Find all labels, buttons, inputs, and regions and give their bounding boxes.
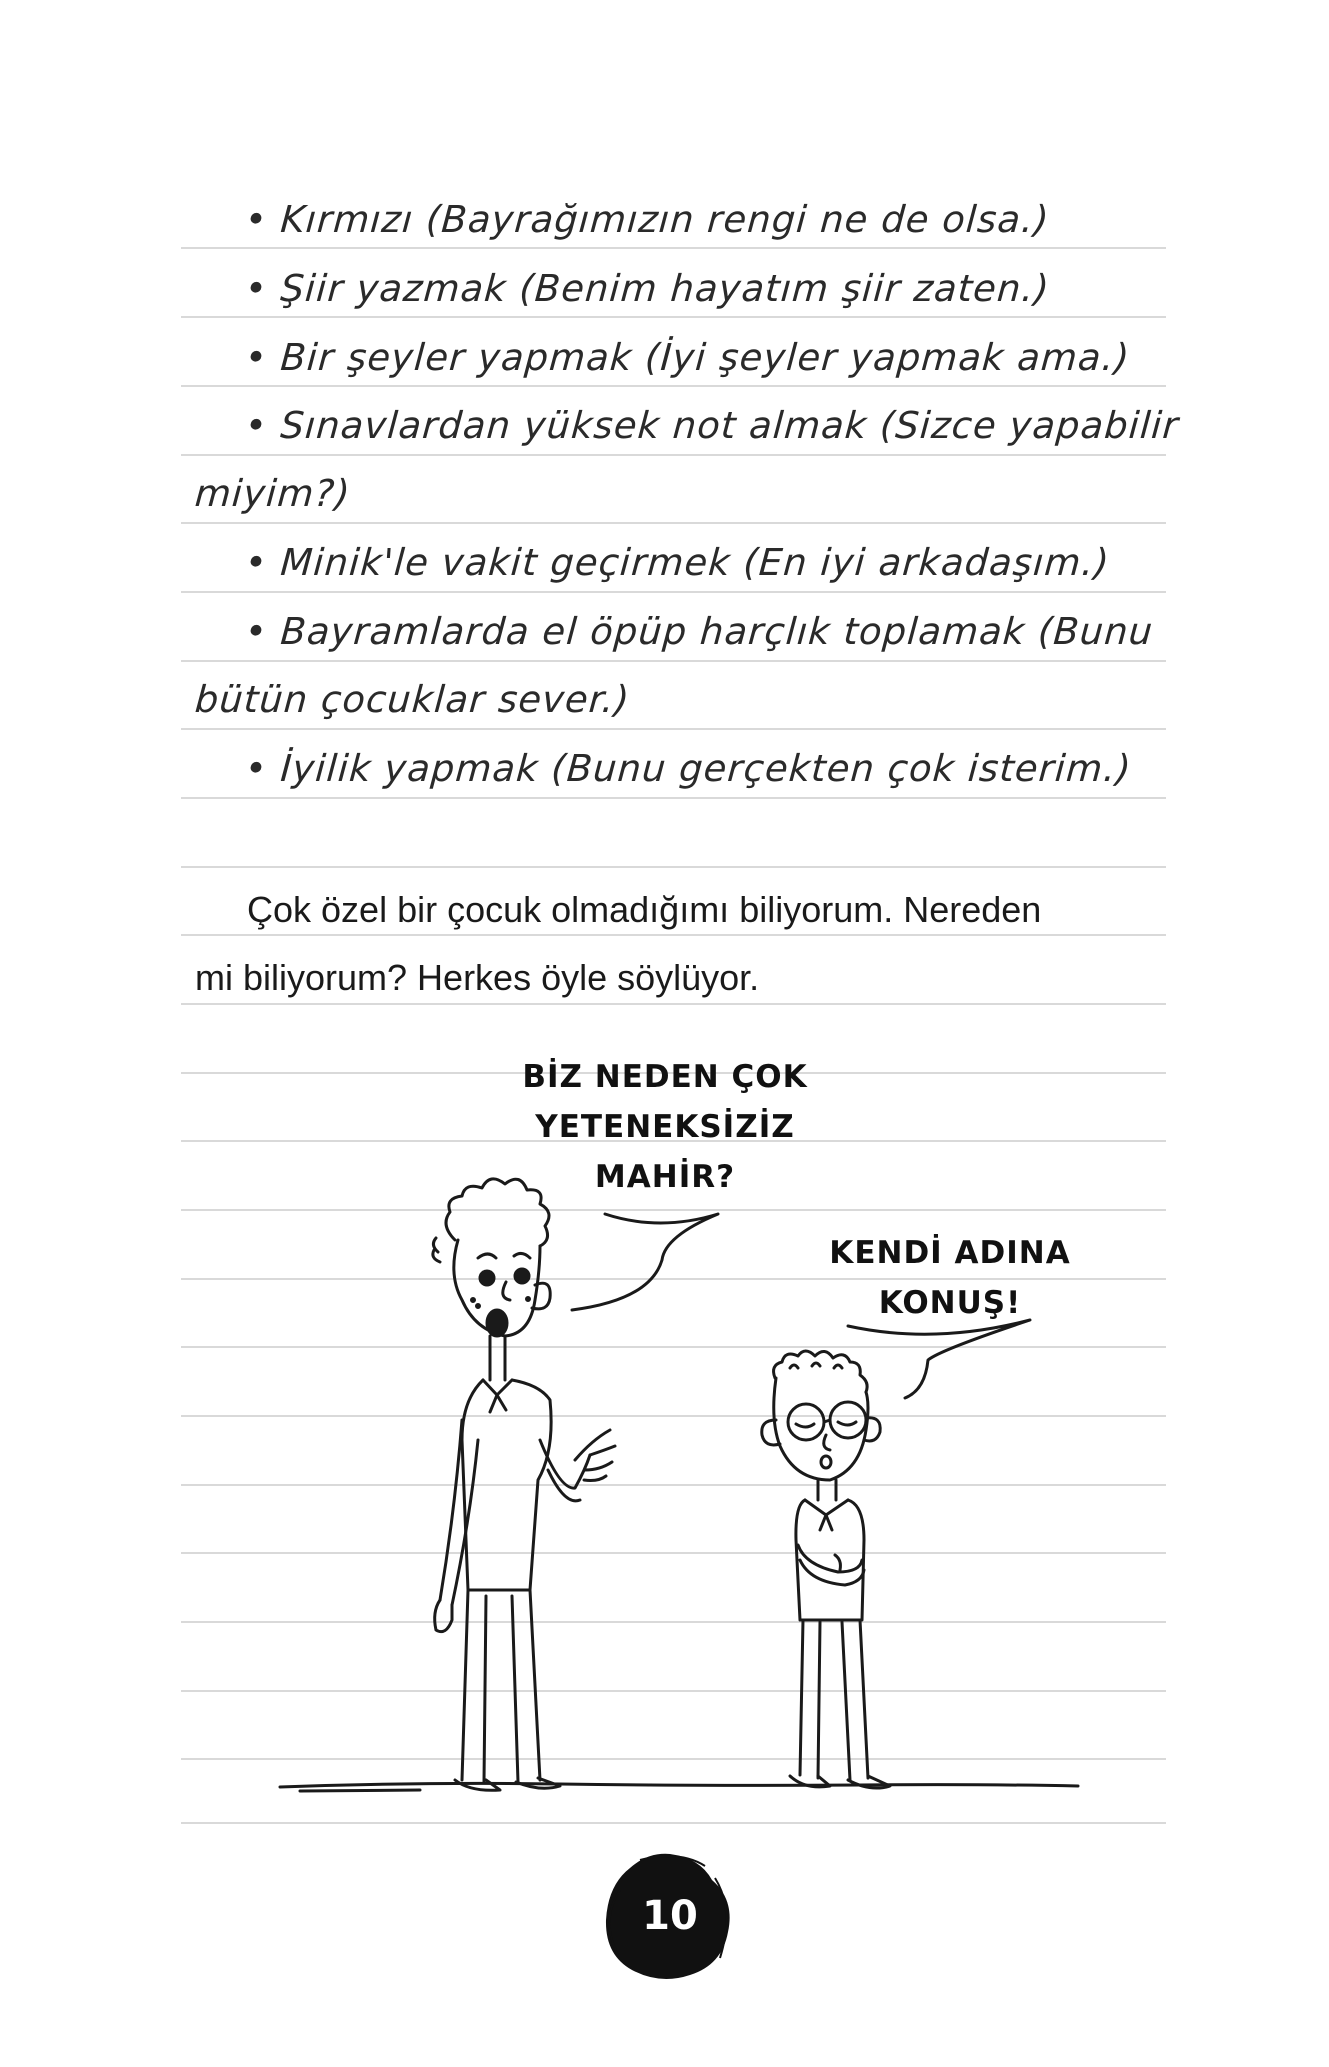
list-item: • Sınavlardan yüksek not almak (Sizce yapabilir [243,404,1181,447]
speech-tail-tall-kid [572,1214,718,1310]
page-number: 10 [642,1893,698,1939]
list-item: bütün çocuklar sever.) [193,678,632,721]
list-item: miyim?) [193,472,353,515]
speech-line: KENDİ ADINA [829,1235,1071,1271]
paragraph-line: mi biliyorum? Herkes öyle söylüyor. [195,957,760,998]
list-item: • Bir şeyler yapmak (İyi şeyler yapmak ama.) [243,336,1132,379]
list-item: • İyilik yapmak (Bunu gerçekten çok isterim.) [243,747,1134,790]
speech-line: KONUŞ! [878,1285,1022,1321]
short-kid-figure [762,1351,890,1788]
tall-kid-figure [433,1179,615,1790]
list-item: • Şiir yazmak (Benim hayatım şiir zaten.) [243,267,1052,310]
list-item: • Minik'le vakit geçirmek (En iyi arkadaşım.) [243,541,1112,584]
speech-line: BİZ NEDEN ÇOK [522,1059,808,1095]
speech-tail-short-kid [848,1320,1030,1398]
ground-line [280,1783,1078,1787]
list-item: • Kırmızı (Bayrağımızın rengi ne de olsa.) [243,198,1051,241]
speech-line: YETENEKSİZİZ [535,1109,795,1145]
paragraph-line: Çok özel bir çocuk olmadığımı biliyorum. Nereden [247,889,1042,930]
speech-line: MAHİR? [594,1159,736,1195]
list-item: • Bayramlarda el öpüp harçlık toplamak (Bunu [243,610,1155,653]
